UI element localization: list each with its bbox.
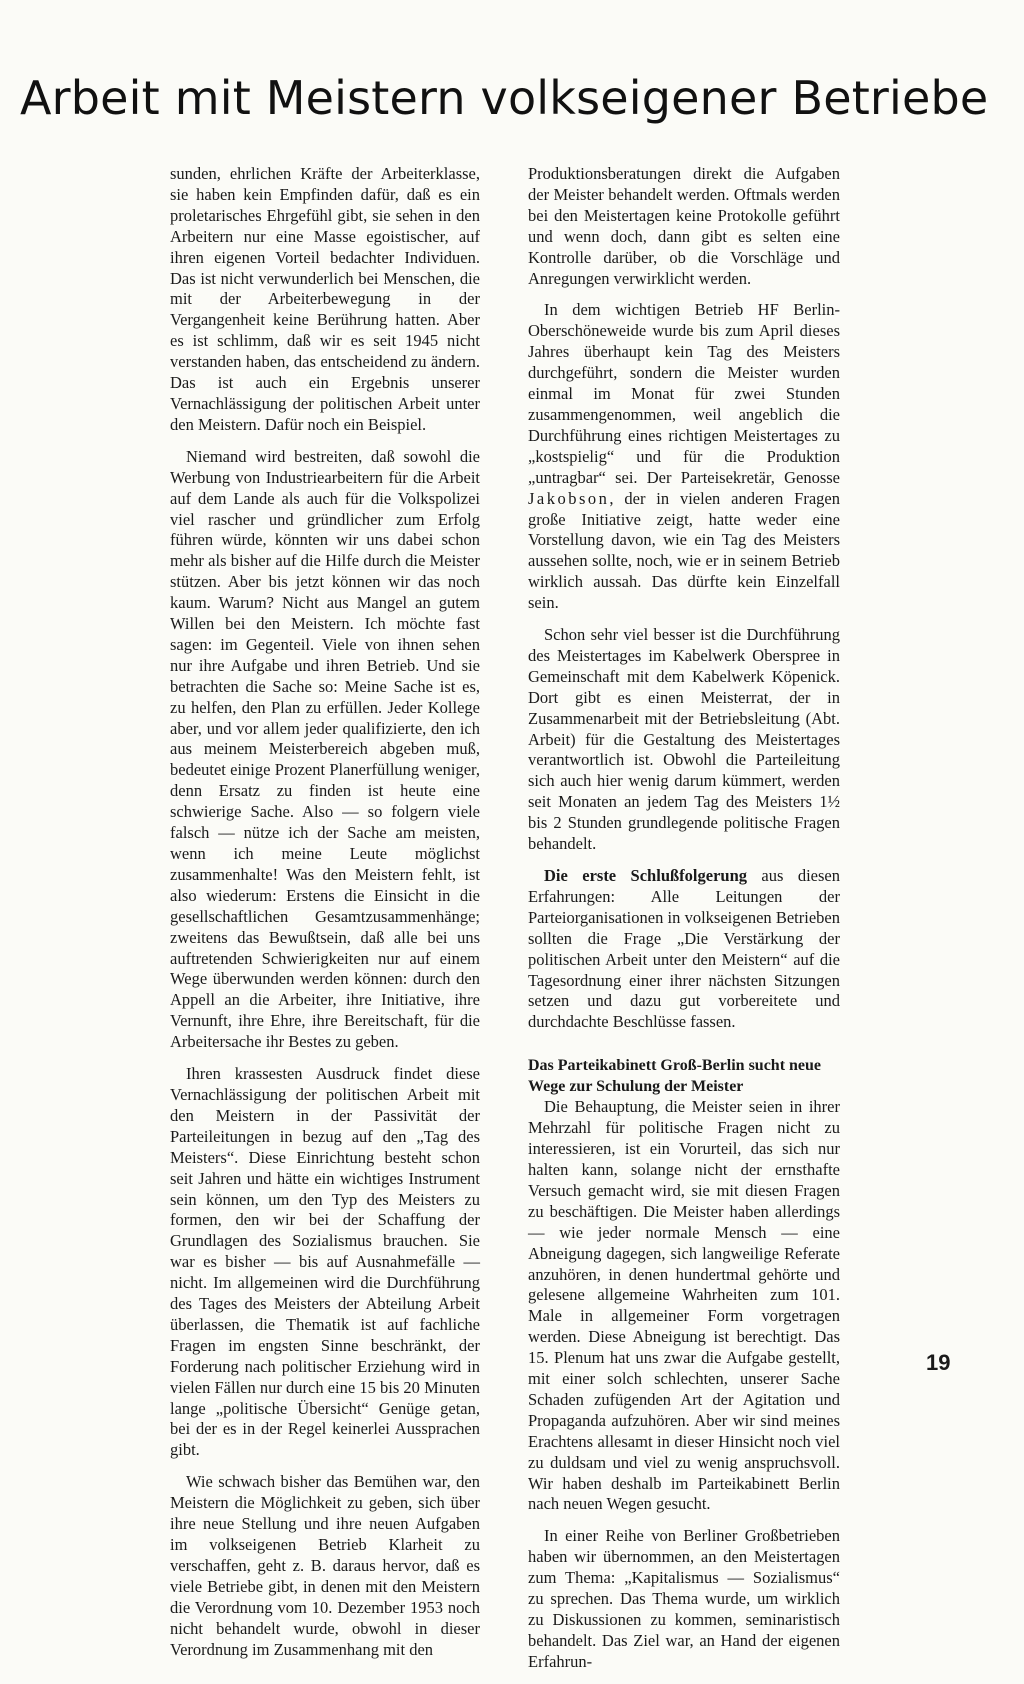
paragraph: sunden, ehrlichen Kräfte der Arbeiterklasse, sie haben kein Empfinden dafür, daß es ein proletarisches Ehrgefühl gibt, sie sehen in den Arbeitern nur eine Masse egoistischer, auf ihren eigenen Vorteil bedachter Individuen. Das ist nicht verwunderlich bei Menschen, die mit der Arbeiterbewegung in der Vergangenheit keine Berührung hatten. Aber es ist schlimm, daß wir es seit 1945 nicht verstanden haben, das entscheidend zu ändern. Das ist auch ein Ergebnis unserer Vernachlässigung der politischen Arbeit unter den Meistern. Dafür noch ein Beispiel. bbox=[170, 164, 480, 434]
paragraph: Wie schwach bisher das Bemühen war, den Meistern die Möglichkeit zu geben, sich über ihre neue Stellung und ihre neuen Aufgaben im volkseigenen Betrieb Klarheit zu verschaffen, geht z. B. daraus hervor, daß es viele Betriebe gibt, in denen mit den Meistern die Verordnung vom 10. Dezember 1953 noch nicht behandelt wurde, obwohl in dieser Verordnung im Zusammenhang mit den bbox=[170, 1472, 480, 1659]
paragraph: Niemand wird bestreiten, daß sowohl die Werbung von Industriearbeitern für die Arbeit auf dem Lande als auch für die Volkspolizei viel rascher und gründlicher zum Erfolg führen würde, könnten wir uns dabei schon mehr als bisher auf die Hilfe durch die Meister stützen. Aber bis jetzt können wir das noch kaum. Warum? Nicht aus Mangel an gutem Willen bei den Meistern. Ich möchte fast sagen: im Gegenteil. Viele von ihnen sehen nur ihre Aufgabe und ihren Betrieb. Und sie betrachten die Sache so: Meine Sache ist es, zu helfen, den Plan zu erfüllen. Jeder Kollege aber, und vor allem jeder qualifizierte, den ich aus meinem Meisterbereich abgeben muß, bedeutet einige Prozent Planerfüllung weniger, denn Ersatz zu finden ist heute eine schwierige Sache. Also — so folgern viele falsch — nütze ich der Sache am meisten, wenn ich meine Leute möglichst zusammenhalte! Was den Meistern fehlt, ist also wiederum: Erstens die Einsicht in die gesellschaftlichen Gesamtzusammenhänge; zweitens das Bewußtsein, daß alle bei uns auftretenden Schwierigkeiten nur auf einem Wege überwunden werden können: durch den Appell an die Arbeiter, ihre Initiative, ihre Vernunft, ihre Ehre, ihre Bereitschaft, für die Arbeitersache ihr Bestes zu geben. bbox=[170, 446, 480, 1052]
paragraph: Schon sehr viel besser ist die Durchführung des Meistertages im Kabelwerk Oberspree in Gemeinschaft mit dem Kabelwerk Köpenick. Dort gibt es einen Meisterrat, der in Zusammenarbeit mit der Betriebsleitung (Abt. Arbeit) für die Gestaltung des Meistertages verantwortlich ist. Obwohl die Parteileitung sich auch hier wenig darum kümmert, werden seit Monaten an jedem Tag des Meisters 1½ bis 2 Stunden grundlegende politische Fragen behandelt. bbox=[528, 625, 840, 854]
page-number: 19 bbox=[926, 1350, 951, 1375]
right-column bbox=[528, 164, 840, 1684]
paragraph: In einer Reihe von Berliner Großbetrieben haben wir übernommen, an den Meistertagen zum Thema: „Kapitalismus — Sozialismus“ zu sprechen. Das Thema wurde, um wirklich zu Diskussionen zu kommen, seminaristisch behandelt. Das Ziel war, an Hand der eigenen Erfahrun- bbox=[528, 1526, 840, 1671]
paragraph: Produktionsberatungen direkt die Aufgaben der Meister behandelt werden. Oftmals werden bei den Meistertagen keine Protokolle geführt und wenn doch, dann gibt es selten eine Kontrolle darüber, ob die Vorschläge und Anregungen verwirklicht werden. bbox=[528, 164, 840, 288]
paragraph: Ihren krassesten Ausdruck findet diese Vernachlässigung der politischen Arbeit mit den Meistern in der Passivität der Parteileitungen in bezug auf den „Tag des Meisters“. Diese Einrichtung besteht schon seit Jahren und hätte ein wichtiges Instrument sein können, um den Typ des Meisters zu formen, den wir bei der Schaffung der Grundlagen des Sozialismus brauchen. Sie war es bisher — bis auf Ausnahmefälle — nicht. Im allgemeinen wird die Durchführung des Tages des Meisters der Abteilung Arbeit überlassen, die Thematik ist auf fachliche Fragen im engsten Sinne beschränkt, der Forderung nach politischer Erziehung wird in vielen Fällen nur durch eine 15 bis 20 Minuten lange „politische Übersicht“ Genüge getan, bei der es in der Regel keinerlei Aussprachen gibt. bbox=[170, 1064, 480, 1460]
left-column bbox=[170, 164, 480, 1671]
paragraph-text: aus diesen Erfahrungen: Alle Leitungen der Parteiorganisationen in volkseigenen Betrieben sollten die Frage „Die Verstärkung der politischen Arbeit unter den Meistern“ auf die Tagesordnung einer ihrer nächsten Sitzungen setzen und dazu gut vorbereitete und durchdachte Beschlüsse fassen. bbox=[528, 866, 840, 1032]
person-name: Jakobson bbox=[528, 488, 610, 508]
paragraph bbox=[528, 300, 840, 614]
section-heading: Das Parteikabinett Groß-Berlin sucht neue Wege zur Schulung der Meister bbox=[528, 1057, 822, 1096]
paragraph-text: , der in vielen anderen Fragen große Initiative zeigt, hatte weder eine Vorstellung davon, wie ein Tag des Meisters aussehen sollte, noch, wie er in seinem Betrieb wirklich aussah. Das dürfte kein Einzelfall sein. bbox=[528, 488, 840, 613]
page-title: Arbeit mit Meistern volkseigener Betriebe bbox=[20, 71, 989, 125]
paragraph bbox=[528, 866, 840, 1033]
bold-lead: Die erste Schlußfolgerung bbox=[544, 866, 747, 885]
paragraph-text: In dem wichtigen Betrieb HF Berlin-Oberschöneweide wurde bis zum April dieses Jahres überhaupt kein Tag des Meisters durchgeführt, sondern die Meister wurden einmal im Monat für zwei Stunden zusammengenommen, weil angeblich die Durchführung eines richtigen Meistertages zu „kostspielig“ und für die Produktion „untragbar“ sei. Der Parteisekretär, Genosse bbox=[528, 300, 840, 487]
paragraph: Die Behauptung, die Meister seien in ihrer Mehrzahl für politische Fragen nicht zu interessieren, ist ein Vorurteil, das sich nur halten kann, solange nicht der ernsthafte Versuch gemacht wird, sie mit diesen Fragen zu beschäftigen. Die Meister haben allerdings — wie jeder normale Mensch — eine Abneigung dagegen, sich langweilige Referate anzuhören, in denen hundertmal gehörte und gelesene allgemeine Wahrheiten zum 101. Male in allgemeiner Form vorgetragen werden. Diese Abneigung ist berechtigt. Das 15. Plenum hat uns zwar die Aufgabe gestellt, mit einer solch schlechten, unserer Sache Schaden zufügenden Art der Agitation und Propaganda aufzuhören. Aber wir sind meines Erachtens allesamt in dieser Hinsicht noch viel zu duldsam und viel zu wenig anspruchsvoll. Wir haben deshalb im Parteikabinett Berlin nach neuen Wegen gesucht. bbox=[528, 1097, 840, 1514]
